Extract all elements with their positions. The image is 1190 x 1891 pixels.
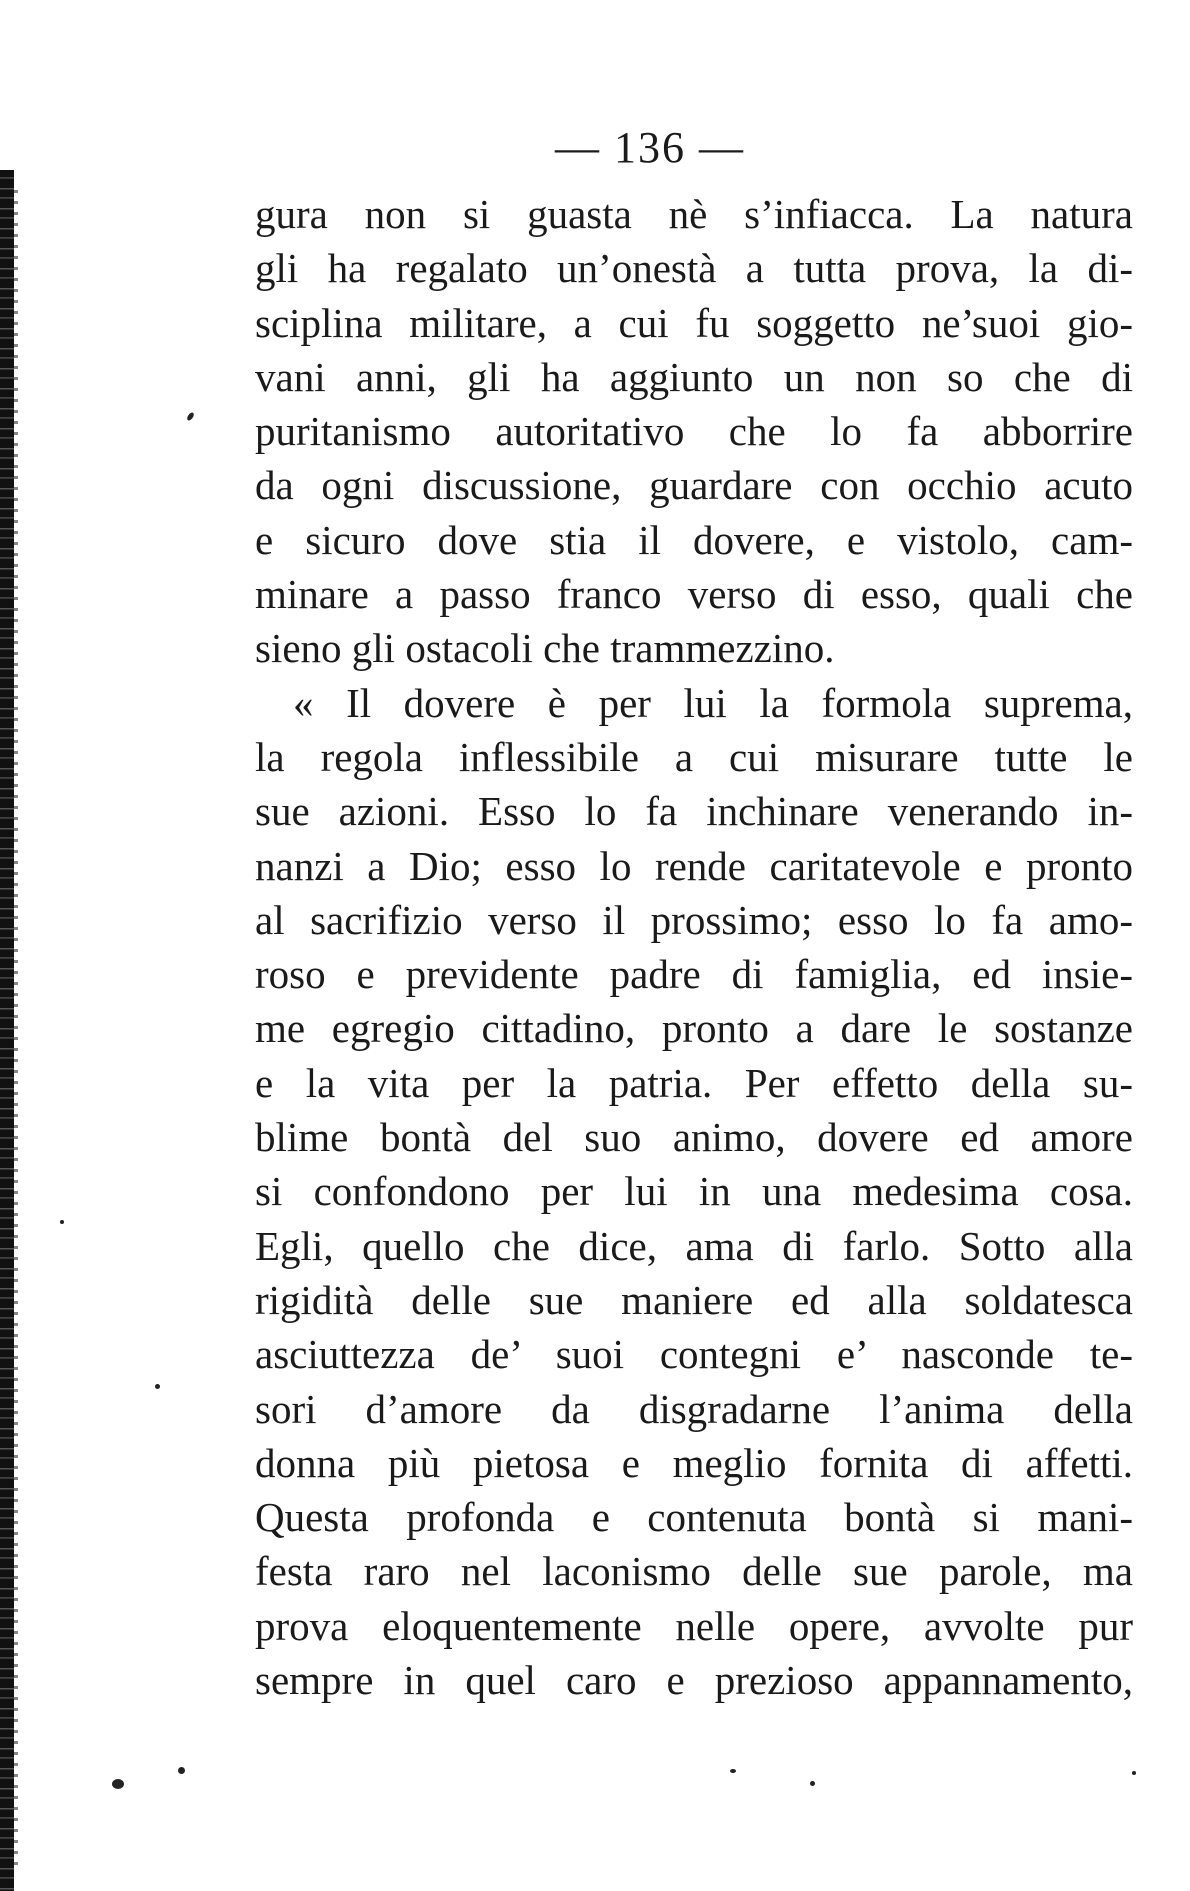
print-speck — [178, 1767, 185, 1774]
text-line: vani anni, gli ha aggiunto un non so che di — [255, 353, 1133, 400]
text-line: donna più pietosa e meglio fornita di affetti. — [255, 1439, 1133, 1486]
text-line: sempre in quel caro e prezioso appannamento, — [255, 1657, 1133, 1704]
text-line: me egregio cittadino, pronto a dare le sostanze — [255, 1005, 1133, 1052]
text-line: asciuttezza de’ suoi contegni e’ nasconde te- — [255, 1331, 1133, 1378]
text-line: « Il dovere è per lui la formola suprema, — [293, 679, 1133, 726]
print-speck — [60, 1220, 64, 1224]
text-line: roso e previdente padre di famiglia, ed insie- — [255, 951, 1133, 998]
text-line: gura non si guasta nè s’infiacca. La natura — [255, 191, 1133, 237]
body-text — [255, 187, 1133, 1707]
page-number: — 136 — — [555, 123, 745, 172]
text-line: si confondono per lui in una medesima cosa. — [255, 1168, 1133, 1215]
page-binding-shadow — [14, 190, 18, 1870]
page-binding-edge — [0, 170, 14, 1891]
print-speck — [810, 1781, 815, 1786]
text-line: nanzi a Dio; esso lo rende caritatevole e pronto — [255, 842, 1133, 889]
text-line: puritanismo autoritativo che lo fa abborrire — [255, 408, 1133, 455]
print-speck — [155, 1384, 160, 1389]
text-line: sue azioni. Esso lo fa inchinare venerando in- — [255, 788, 1133, 835]
text-line: sieno gli ostacoli che trammezzino. — [255, 625, 835, 672]
print-speck — [186, 411, 195, 421]
text-line: al sacrifizio verso il prossimo; esso lo fa amo- — [255, 896, 1133, 943]
text-line: e la vita per la patria. Per effetto della su- — [255, 1059, 1133, 1106]
text-line: sciplina militare, a cui fu soggetto ne’suoi gio- — [255, 299, 1133, 346]
text-line: da ogni discussione, guardare con occhio acuto — [255, 462, 1133, 509]
text-line: prova eloquentemente nelle opere, avvolte pur — [255, 1602, 1133, 1649]
print-speck — [730, 1769, 736, 1773]
text-line: rigidità delle sue maniere ed alla soldatesca — [255, 1276, 1133, 1323]
text-line: sori d’amore da disgradarne l’anima della — [255, 1385, 1133, 1432]
text-line: la regola inflessibile a cui misurare tutte le — [255, 733, 1133, 780]
text-line: Egli, quello che dice, ama di farlo. Sotto alla — [255, 1222, 1133, 1269]
print-speck — [112, 1779, 124, 1789]
print-speck — [1132, 1771, 1136, 1775]
text-line: blime bontà del suo animo, dovere ed amore — [255, 1114, 1133, 1161]
text-line: minare a passo franco verso di esso, quali che — [255, 571, 1133, 618]
text-line: e sicuro dove stia il dovere, e vistolo, cam- — [255, 516, 1133, 563]
text-line: Questa profonda e contenuta bontà si mani- — [255, 1494, 1133, 1541]
text-line: festa raro nel laconismo delle sue parole, ma — [255, 1548, 1133, 1595]
text-line: gli ha regalato un’onestà a tutta prova, la di- — [255, 245, 1133, 292]
